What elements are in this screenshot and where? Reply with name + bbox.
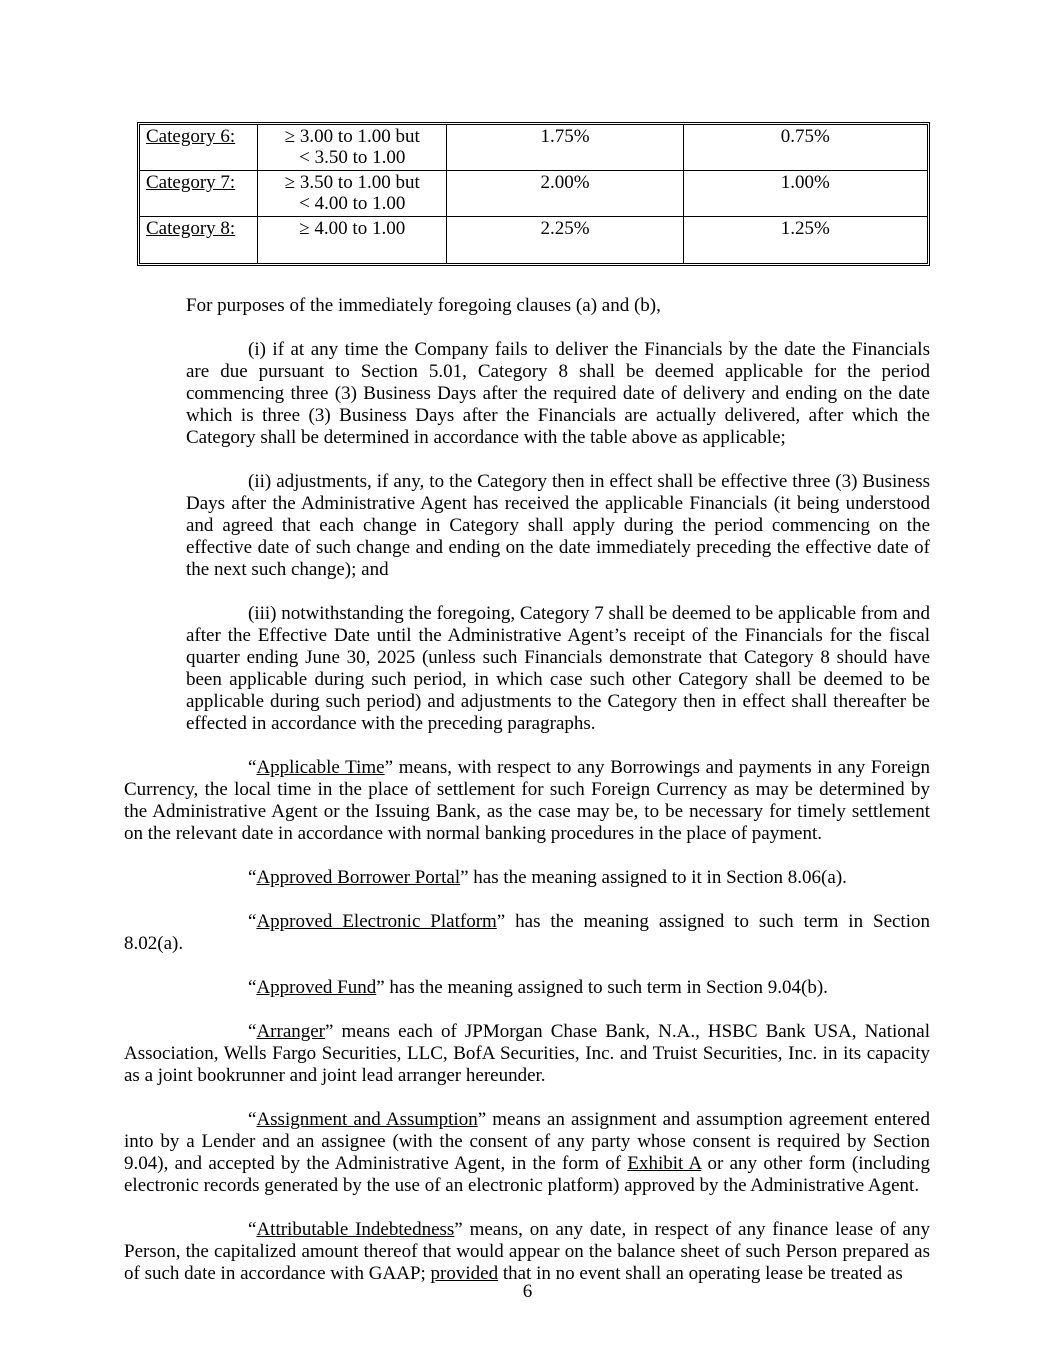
definition-attributable-indebtedness [124, 1219, 930, 1285]
ratio-line: ≥ 3.50 to 1.00 but [284, 172, 420, 193]
definition-applicable-time [124, 757, 930, 845]
spread-cell: 1.75% [447, 125, 683, 171]
text-segment: ” has the meaning assigned to such term in Section 9.04(b). [376, 977, 828, 998]
definition-arranger [124, 1021, 930, 1087]
category-cell [140, 171, 258, 217]
defined-term: Approved Electronic Platform [256, 911, 497, 932]
category-label: Category 8: [146, 218, 236, 239]
text-segment: ” means, with respect to any Borrowings and payments in any Foreign Currency, the local time in the place of settlement for such Foreign Currency as may be determined by the Administrative Agent or the Issuing Bank, as the case may be, to be necessary for timely settlement on the relevant date in accordance with normal banking procedures in the place of payment. [124, 757, 930, 844]
text-segment: “ [248, 1219, 257, 1240]
category-cell [140, 125, 258, 171]
ratio-line: < 3.50 to 1.00 [299, 147, 406, 168]
text-segment: “ [248, 1021, 257, 1042]
category-label: Category 6: [146, 126, 236, 147]
category-label: Category 7: [146, 172, 236, 193]
text-segment: ” has the meaning assigned to such term in Section 8.02(a). [124, 911, 930, 954]
category-pricing-table [139, 124, 928, 264]
clause-i-paragraph: (i) if at any time the Company fails to deliver the Financials by the date the Financials are due pursuant to Section 5.01, Category 8 shall be deemed applicable for the period commencing three (3) Business Days after the required date of delivery and ending on the date which is three (3) Business Days after the Financials are actually delivered, after which the Category shall be determined in accordance with the table above as applicable; [186, 339, 930, 448]
leverage-ratio-cell [258, 171, 447, 217]
leverage-ratio-cell [258, 125, 447, 171]
clause-ii-paragraph: (ii) adjustments, if any, to the Category then in effect shall be effective three (3) Business Days after the Administrative Agent has received the applicable Financials (it being understood and agreed that each change in Category shall apply during the period commencing on the effective date of such change and ending on the date immediately preceding the effective date of the next such change); and [186, 471, 930, 580]
text-segment: “ [248, 757, 257, 778]
defined-term: Applicable Time [256, 757, 385, 778]
intro-paragraph: For purposes of the immediately foregoing clauses (a) and (b), [186, 295, 661, 316]
ratio-line: < 4.00 to 1.00 [299, 193, 406, 214]
defined-term: Exhibit A [627, 1153, 702, 1174]
table-row-category-8 [140, 217, 928, 264]
table-row-category-7 [140, 171, 928, 217]
table-row-category-6 [140, 125, 928, 171]
leverage-ratio-cell [258, 217, 447, 264]
defined-term: Approved Fund [256, 977, 377, 998]
ratio-line: ≥ 4.00 to 1.00 [299, 218, 406, 239]
text-segment: or any other form (including electronic records generated by the use of an electronic platform) approved by the Administrative Agent. [124, 1153, 930, 1196]
category-cell [140, 217, 258, 264]
ratio-line: ≥ 3.00 to 1.00 but [284, 126, 420, 147]
text-segment: “ [248, 1109, 257, 1130]
text-segment: that in no event shall an operating lease be treated as [498, 1263, 903, 1284]
defined-term: provided [430, 1263, 499, 1284]
defined-term: Approved Borrower Portal [256, 867, 461, 888]
page-number: 6 [522, 1281, 533, 1302]
spread-cell: 0.75% [683, 125, 927, 171]
defined-term: Arranger [256, 1021, 326, 1042]
definition-approved-borrower-portal [124, 867, 930, 889]
definition-approved-fund [124, 977, 930, 999]
text-segment: “ [248, 867, 257, 888]
text-segment: ” means each of JPMorgan Chase Bank, N.A., HSBC Bank USA, National Association, Wells Fargo Securities, LLC, BofA Securities, Inc. and Truist Securities, Inc. in its capacity as a joint bookrunner and joint lead arranger hereunder. [124, 1021, 930, 1086]
text-segment: ” means an assignment and assumption agreement entered into by a Lender and an assignee (with the consent of any party whose consent is required by Section 9.04), and accepted by the Administrative Agent, in the form of [124, 1109, 930, 1174]
clause-iii-paragraph: (iii) notwithstanding the foregoing, Category 7 shall be deemed to be applicable from and after the Effective Date until the Administrative Agent’s receipt of the Financials for the fiscal quarter ending June 30, 2025 (unless such Financials demonstrate that Category 8 should have been applicable during such period, in which case such other Category shall be deemed to be applicable during such period) and adjustments to the Category then in effect shall thereafter be effected in accordance with the preceding paragraphs. [186, 603, 930, 734]
text-segment: ” means, on any date, in respect of any finance lease of any Person, the capitalized amount thereof that would appear on the balance sheet of such Person prepared as of such date in accordance with GAAP; [124, 1219, 930, 1284]
text-segment: ” has the meaning assigned to it in Section 8.06(a). [460, 867, 847, 888]
defined-term: Attributable Indebtedness [256, 1219, 455, 1240]
spread-cell: 2.25% [447, 217, 683, 264]
pricing-grid-table [137, 122, 930, 266]
definition-approved-electronic-platform [124, 911, 930, 955]
text-segment: “ [248, 911, 257, 932]
defined-term: Assignment and Assumption [256, 1109, 478, 1130]
spread-cell: 1.00% [683, 171, 927, 217]
text-segment: “ [248, 977, 257, 998]
page-content [124, 122, 930, 1307]
spread-cell: 2.00% [447, 171, 683, 217]
spread-cell: 1.25% [683, 217, 927, 264]
definition-assignment-and-assumption [124, 1109, 930, 1197]
